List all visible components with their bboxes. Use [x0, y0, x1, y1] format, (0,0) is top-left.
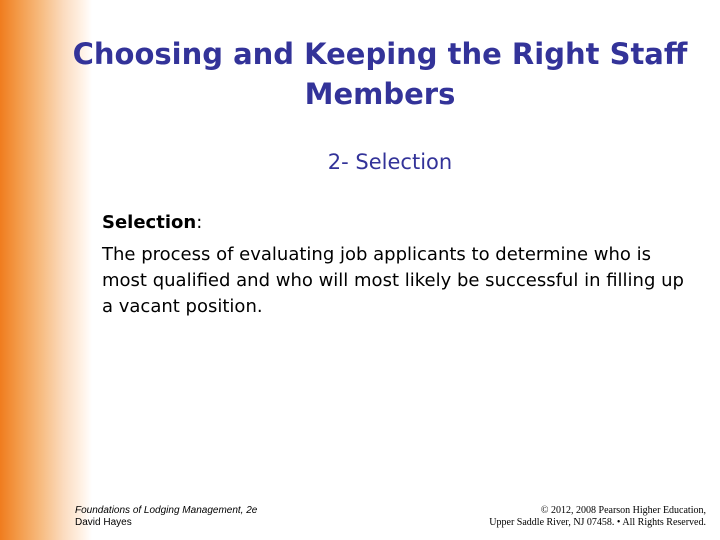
- term-definition: The process of evaluating job applicants to determine who is most qualified and who will most likely be successful in filling up a vacant position.: [102, 244, 684, 317]
- footer-author: David Hayes: [75, 517, 132, 528]
- copyright-line-1: © 2012, 2008 Pearson Higher Education,: [540, 505, 706, 516]
- footer-book-title: Foundations of Lodging Management, 2e: [75, 505, 258, 516]
- term-heading: Selection: [102, 212, 197, 233]
- body-content: [102, 210, 702, 320]
- copyright-line-2: Upper Saddle River, NJ 07458. • All Rights Reserved.: [489, 517, 706, 528]
- slide-subtitle: 2- Selection: [327, 150, 453, 174]
- footer-copyright: [489, 505, 706, 529]
- term-line: [102, 210, 702, 236]
- term-colon: :: [196, 212, 203, 233]
- footer-book-info: [75, 505, 257, 529]
- slide-title: Choosing and Keeping the Right Staff Members: [72, 37, 688, 111]
